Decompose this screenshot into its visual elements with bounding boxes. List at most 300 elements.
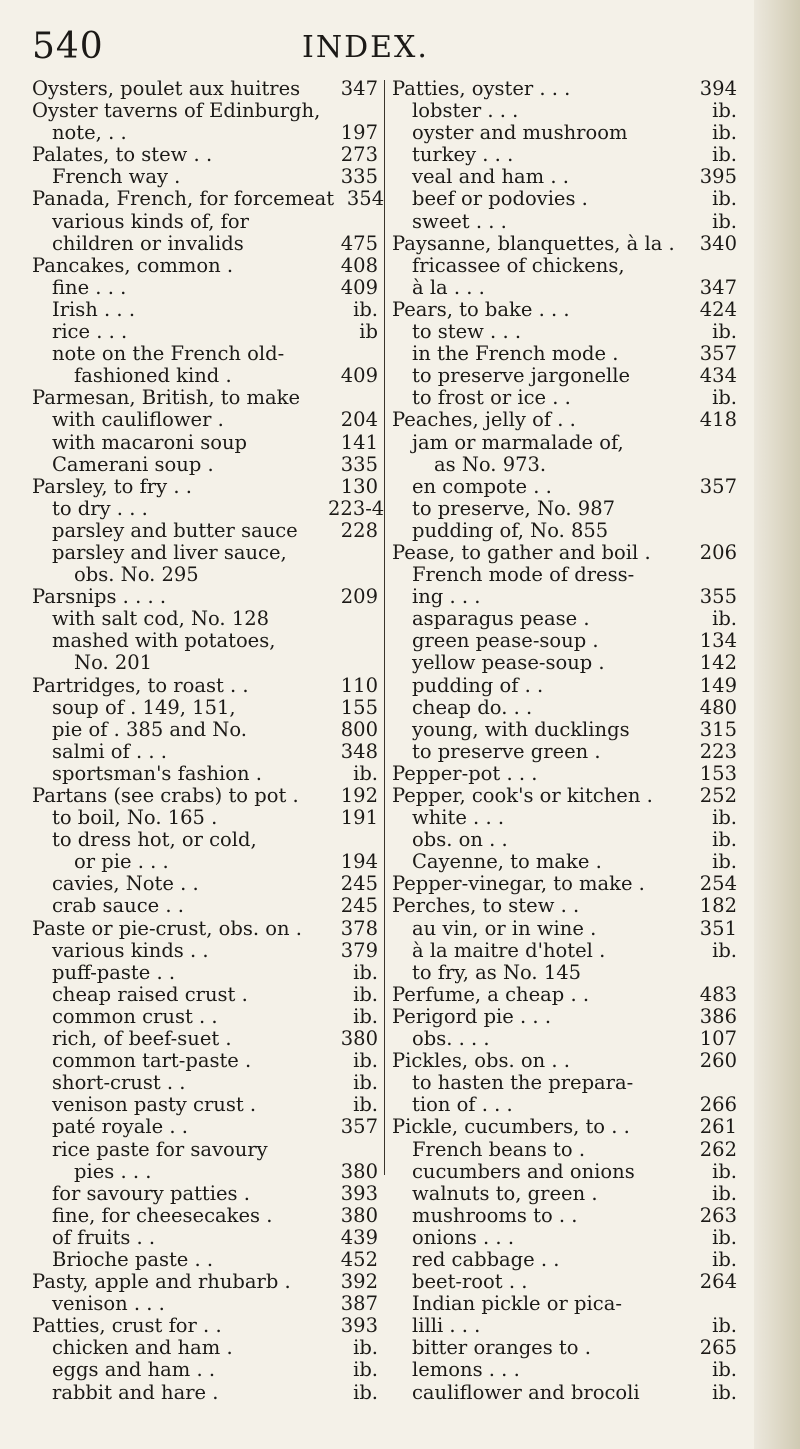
index-entry: [32, 1271, 378, 1293]
entry-page-ref: 424: [699, 297, 737, 321]
index-entry: [32, 918, 378, 940]
entry-text: young, with ducklings: [412, 717, 630, 741]
index-entry: [32, 78, 378, 100]
index-entry: [32, 496, 385, 520]
index-entry: [392, 1382, 737, 1404]
entry-text: parsley and liver sauce,: [52, 540, 287, 564]
index-entry: [392, 829, 737, 851]
index-entry: [392, 652, 737, 674]
entry-text: Parsnips . . . .: [32, 585, 167, 609]
entry-page-ref: ib.: [353, 297, 378, 321]
index-entry: [392, 409, 737, 431]
index-entry: [392, 255, 737, 277]
entry-page-ref: ib.: [353, 761, 378, 785]
index-entry: [32, 1315, 378, 1337]
index-entry: [32, 233, 378, 255]
entry-page-ref: 153: [699, 761, 737, 785]
index-entry: [392, 78, 737, 100]
entry-page-ref: 380: [340, 1203, 378, 1227]
entry-page-ref: 209: [340, 585, 378, 609]
index-entry: [32, 476, 378, 498]
entry-text: eggs and ham . .: [52, 1358, 216, 1382]
entry-text: with cauliflower .: [52, 408, 224, 432]
entry-page-ref: 206: [699, 540, 737, 564]
index-entry: [32, 343, 378, 365]
index-entry: [392, 299, 737, 321]
entry-page-ref: 204: [340, 408, 378, 432]
index-entry: [392, 1094, 737, 1116]
index-entry: [392, 1116, 737, 1138]
entry-page-ref: 197: [340, 121, 378, 145]
entry-text: beet-root . .: [412, 1270, 528, 1294]
entry-text: mushrooms to . .: [412, 1203, 578, 1227]
entry-text: pies . . .: [74, 1159, 152, 1183]
index-entry: [392, 763, 737, 785]
index-entry: [392, 984, 737, 1006]
index-entry: [32, 741, 378, 763]
entry-text: Pancakes, common .: [32, 253, 234, 277]
entry-text: Partridges, to roast . .: [32, 673, 249, 697]
entry-text: French mode of dress-: [412, 563, 635, 587]
entry-page-ref: 155: [340, 695, 378, 719]
index-entry: [32, 1382, 378, 1404]
entry-text: various kinds of, for: [52, 209, 249, 233]
index-entry: [32, 1050, 378, 1072]
entry-text: to stew . . .: [412, 320, 522, 344]
entry-page-ref: ib.: [353, 1049, 378, 1073]
entry-text: red cabbage . .: [412, 1247, 560, 1271]
entry-page-ref: 434: [699, 364, 737, 388]
entry-text: with macaroni soup: [52, 430, 248, 454]
entry-text: rice paste for savoury: [52, 1137, 268, 1161]
entry-text: Parmesan, British, to make: [32, 386, 300, 410]
entry-page-ref: ib.: [353, 1093, 378, 1117]
entry-page-ref: 480: [699, 695, 737, 719]
entry-text: Partans (see crabs) to pot .: [32, 784, 299, 807]
entry-text: to fry, as No. 145: [412, 960, 582, 984]
index-entry: [32, 652, 378, 674]
index-entry: [32, 763, 378, 785]
index-entry: [392, 785, 737, 807]
entry-text: note, . .: [52, 121, 127, 145]
entry-text: en compote . .: [412, 474, 552, 498]
entry-page-ref: ib.: [712, 1159, 737, 1183]
index-entry: [392, 542, 737, 564]
entry-text: common crust . .: [52, 1004, 218, 1028]
entry-text: rich, of beef-suet .: [52, 1027, 232, 1051]
entry-text: Pepper, cook's or kitchen .: [392, 784, 653, 807]
entry-page-ref: 194: [340, 850, 378, 874]
index-entry: [392, 520, 737, 542]
index-entry: [392, 675, 737, 697]
entry-page-ref: ib.: [712, 121, 737, 145]
entry-text: cheap raised crust .: [52, 982, 248, 1006]
entry-page-ref: 378: [340, 916, 378, 940]
index-entry: [32, 100, 378, 122]
entry-page-ref: ib.: [353, 1380, 378, 1404]
index-entry: [392, 962, 737, 984]
entry-text: veal and ham . .: [412, 165, 569, 189]
index-entry: [392, 807, 737, 829]
index-entry: [392, 940, 737, 962]
entry-text: to dry . . .: [52, 496, 148, 520]
entry-text: to frost or ice . .: [412, 386, 571, 410]
index-entry: [392, 454, 737, 476]
entry-page-ref: ib.: [712, 1247, 737, 1271]
entry-text: Paysanne, blanquettes, à la .: [392, 231, 675, 255]
entry-text: fashioned kind .: [74, 364, 232, 388]
index-entry: [392, 1359, 737, 1381]
entry-text: common tart-paste .: [52, 1049, 252, 1073]
entry-text: Pasty, apple and rhubarb .: [32, 1270, 291, 1294]
entry-page-ref: 265: [699, 1336, 737, 1360]
entry-page-ref: 380: [340, 1027, 378, 1051]
entry-text: puff-paste . .: [52, 960, 176, 984]
entry-text: turkey . . .: [412, 143, 514, 167]
index-entry: [392, 851, 737, 873]
index-entry: [392, 100, 737, 122]
entry-text: tion of . . .: [412, 1093, 513, 1117]
entry-text: obs. . . .: [412, 1027, 490, 1051]
entry-page-ref: ib.: [712, 187, 737, 211]
index-entry: [32, 387, 378, 409]
entry-page-ref: 130: [340, 474, 378, 498]
entry-page-ref: 452: [340, 1247, 378, 1271]
index-entry: [392, 1249, 737, 1271]
entry-text: Indian pickle or pica-: [412, 1292, 622, 1316]
index-entry: [392, 321, 737, 343]
entry-text: Oysters, poulet aux huitres: [32, 77, 301, 100]
entry-text: to hasten the prepara-: [412, 1071, 634, 1095]
entry-text: Pease, to gather and boil .: [392, 540, 651, 564]
entry-page-ref: ib.: [712, 938, 737, 962]
entry-text: jam or marmalade of,: [412, 430, 624, 454]
index-entry: [32, 873, 378, 895]
entry-text: cavies, Note . .: [52, 872, 199, 896]
entry-text: mashed with potatoes,: [52, 629, 276, 653]
index-entry: [32, 1139, 378, 1161]
entry-page-ref: 182: [699, 894, 737, 918]
page-edge: [754, 0, 800, 1449]
index-entry: [392, 719, 737, 741]
entry-text: obs. No. 295: [74, 563, 199, 587]
entry-page-ref: 245: [340, 872, 378, 896]
page-number: 540: [32, 26, 104, 67]
entry-page-ref: 354: [346, 187, 385, 211]
entry-page-ref: ib.: [712, 320, 737, 344]
entry-text: Perigord pie . . .: [392, 1004, 552, 1028]
index-entry: [392, 1072, 737, 1094]
index-column-left: [32, 77, 385, 1404]
entry-page-ref: 379: [340, 938, 378, 962]
index-entry: [32, 675, 378, 697]
entry-text: Brioche paste . .: [52, 1247, 214, 1271]
entry-text: rice . . .: [52, 320, 128, 344]
entry-page-ref: ib.: [712, 1314, 737, 1338]
index-entry: [32, 299, 378, 321]
entry-text: Irish . . .: [52, 297, 136, 321]
entry-page-ref: 408: [340, 253, 378, 277]
entry-text: walnuts to, green .: [412, 1181, 598, 1205]
index-entry: [392, 1183, 737, 1205]
entry-text: Palates, to stew . .: [32, 143, 213, 167]
entry-page-ref: 315: [699, 717, 737, 741]
entry-text: children or invalids: [52, 231, 244, 255]
entry-text: as No. 973.: [434, 452, 547, 476]
index-entry: [32, 984, 378, 1006]
entry-page-ref: 439: [340, 1225, 378, 1249]
entry-text: soup of . 149, 151,: [52, 695, 236, 719]
entry-text: Peaches, jelly of . .: [392, 408, 576, 432]
entry-page-ref: 394: [699, 77, 737, 100]
index-entry: [392, 1050, 737, 1072]
index-entry: [32, 608, 378, 630]
entry-text: à la maitre d'hotel .: [412, 938, 606, 962]
index-entry: [392, 1139, 737, 1161]
index-entry: [32, 166, 378, 188]
entry-text: pie of . 385 and No.: [52, 717, 247, 741]
index-entry: [32, 255, 378, 277]
entry-text: French way .: [52, 165, 181, 189]
entry-text: rabbit and hare .: [52, 1380, 219, 1404]
entry-text: sweet . . .: [412, 209, 507, 233]
entry-page-ref: 335: [340, 452, 378, 476]
index-entry: [32, 1006, 378, 1028]
entry-text: cauliflower and brocoli: [412, 1380, 640, 1404]
entry-text: to dress hot, or cold,: [52, 828, 257, 852]
entry-page-ref: 223-4: [328, 496, 385, 520]
entry-page-ref: 141: [340, 430, 378, 454]
index-entry: [392, 1337, 737, 1359]
entry-text: parsley and butter sauce: [52, 518, 298, 542]
entry-page-ref: ib.: [712, 1380, 737, 1404]
index-entry: [392, 387, 737, 409]
entry-page-ref: 357: [699, 342, 737, 366]
entry-page-ref: ib.: [353, 982, 378, 1006]
index-entry: [32, 520, 378, 542]
entry-text: Oyster taverns of Edinburgh,: [32, 99, 321, 123]
index-entry: [32, 144, 378, 166]
entry-text: obs. on . .: [412, 828, 508, 852]
entry-text: various kinds . .: [52, 938, 209, 962]
index-entry: [392, 188, 737, 210]
entry-page-ref: ib.: [353, 960, 378, 984]
entry-page-ref: 483: [699, 982, 737, 1006]
index-entry: [392, 277, 737, 299]
index-entry: [392, 586, 737, 608]
entry-text: venison pasty crust .: [52, 1093, 257, 1117]
entry-text: sportsman's fashion .: [52, 761, 262, 785]
index-entry: [392, 343, 737, 365]
index-entry: [32, 321, 378, 343]
entry-page-ref: 262: [699, 1137, 737, 1161]
index-entry: [32, 1227, 378, 1249]
entry-page-ref: 245: [340, 894, 378, 918]
entry-text: Cayenne, to make .: [412, 850, 602, 874]
entry-page-ref: 266: [699, 1093, 737, 1117]
index-entry: [32, 211, 378, 233]
entry-page-ref: ib.: [712, 209, 737, 233]
entry-page-ref: 393: [340, 1181, 378, 1205]
index-entry: [392, 144, 737, 166]
index-entry: [392, 1205, 737, 1227]
index-entry: [392, 1006, 737, 1028]
index-entry: [392, 630, 737, 652]
entry-page-ref: 261: [699, 1115, 737, 1139]
index-entry: [392, 918, 737, 940]
entry-text: pudding of . .: [412, 673, 544, 697]
index-entry: [32, 1161, 378, 1183]
entry-page-ref: ib.: [712, 143, 737, 167]
entry-page-ref: ib.: [353, 1004, 378, 1028]
entry-page-ref: 409: [340, 275, 378, 299]
index-entry: [392, 697, 737, 719]
index-entry: [392, 233, 737, 255]
entry-page-ref: ib.: [353, 1336, 378, 1360]
entry-text: à la . . .: [412, 275, 485, 299]
entry-text: fricassee of chickens,: [412, 253, 625, 277]
entry-text: chicken and ham .: [52, 1336, 233, 1360]
entry-text: or pie . . .: [74, 850, 169, 874]
entry-page-ref: 392: [340, 1270, 378, 1294]
index-entry: [32, 630, 378, 652]
index-entry: [392, 1028, 737, 1050]
entry-page-ref: 149: [699, 673, 737, 697]
entry-page-ref: 386: [699, 1004, 737, 1028]
index-entry: [392, 608, 737, 630]
index-entry: [392, 1161, 737, 1183]
index-entry: [392, 873, 737, 895]
index-entry: [392, 122, 737, 144]
entry-page-ref: 263: [699, 1203, 737, 1227]
index-entry: [32, 1028, 378, 1050]
entry-page-ref: 347: [340, 77, 378, 100]
index-entry: [32, 807, 378, 829]
entry-page-ref: 191: [340, 806, 378, 830]
entry-text: for savoury patties .: [52, 1181, 250, 1205]
index-entry: [32, 122, 378, 144]
entry-page-ref: ib: [359, 320, 378, 344]
entry-text: oyster and mushroom: [412, 121, 628, 145]
entry-text: venison . . .: [52, 1292, 165, 1316]
index-entry: [32, 940, 378, 962]
index-entry: [392, 476, 737, 498]
entry-page-ref: ib.: [712, 806, 737, 830]
entry-text: asparagus pease .: [412, 607, 590, 631]
entry-text: Pepper-vinegar, to make .: [392, 872, 645, 896]
entry-page-ref: 347: [699, 275, 737, 299]
entry-page-ref: 475: [340, 231, 378, 255]
entry-text: beef or podovies .: [412, 187, 588, 211]
page-header: [32, 26, 722, 72]
entry-text: Pickle, cucumbers, to . .: [392, 1115, 630, 1139]
index-entry: [392, 211, 737, 233]
column-divider: [384, 80, 385, 1175]
entry-page-ref: 260: [699, 1049, 737, 1073]
entry-text: paté royale . .: [52, 1115, 188, 1139]
index-entry: [32, 829, 378, 851]
index-entry: [32, 1249, 378, 1271]
entry-page-ref: 228: [340, 518, 378, 542]
entry-page-ref: ib.: [712, 99, 737, 123]
entry-text: fine, for cheesecakes .: [52, 1203, 273, 1227]
index-entry: [32, 719, 378, 741]
index-entry: [32, 1293, 378, 1315]
entry-page-ref: ib.: [712, 1358, 737, 1382]
index-entry: [392, 498, 737, 520]
entry-page-ref: ib.: [712, 1181, 737, 1205]
entry-text: onions . . .: [412, 1225, 515, 1249]
entry-page-ref: 335: [340, 165, 378, 189]
entry-text: note on the French old-: [52, 342, 285, 366]
index-entry: [32, 409, 378, 431]
index-entry: [32, 1072, 378, 1094]
entry-page-ref: ib.: [712, 828, 737, 852]
entry-page-ref: 387: [340, 1292, 378, 1316]
index-entry: [32, 1116, 378, 1138]
entry-page-ref: 357: [340, 1115, 378, 1139]
index-entry: [32, 895, 378, 917]
entry-page-ref: 351: [699, 916, 737, 940]
index-entry: [32, 1337, 378, 1359]
entry-text: in the French mode .: [412, 342, 619, 366]
entry-page-ref: ib.: [712, 1225, 737, 1249]
entry-text: salmi of . . .: [52, 739, 167, 763]
entry-page-ref: 800: [340, 717, 378, 741]
entry-page-ref: 355: [699, 585, 737, 609]
entry-page-ref: 395: [699, 165, 737, 189]
entry-text: French beans to .: [412, 1137, 586, 1161]
entry-text: short-crust . .: [52, 1071, 186, 1095]
running-title: INDEX.: [302, 30, 429, 65]
entry-text: lobster . . .: [412, 99, 519, 123]
entry-text: au vin, or in wine .: [412, 916, 597, 940]
entry-page-ref: 110: [340, 673, 378, 697]
entry-page-ref: 340: [699, 231, 737, 255]
entry-text: ing . . .: [412, 585, 481, 609]
entry-text: Pepper-pot . . .: [392, 761, 538, 785]
entry-page-ref: ib.: [353, 1358, 378, 1382]
entry-page-ref: 264: [699, 1270, 737, 1294]
entry-page-ref: 409: [340, 364, 378, 388]
index-entry: [392, 166, 737, 188]
entry-page-ref: 273: [340, 143, 378, 167]
entry-text: Patties, crust for . .: [32, 1314, 222, 1338]
entry-text: pudding of, No. 855: [412, 518, 609, 542]
entry-page-ref: 357: [699, 474, 737, 498]
entry-page-ref: 192: [340, 784, 378, 807]
index-entry: [32, 564, 378, 586]
index-entry: [32, 697, 378, 719]
index-entry: [392, 432, 737, 454]
entry-text: fine . . .: [52, 275, 127, 299]
index-entry: [392, 1315, 737, 1337]
entry-page-ref: 134: [699, 629, 737, 653]
index-entry: [32, 542, 378, 564]
entry-text: Perfume, a cheap . .: [392, 982, 590, 1006]
index-entry: [32, 586, 378, 608]
entry-text: crab sauce . .: [52, 894, 184, 918]
entry-page-ref: ib.: [712, 607, 737, 631]
index-entry: [392, 1271, 737, 1293]
index-entry: [32, 1094, 378, 1116]
entry-text: Camerani soup .: [52, 452, 214, 476]
entry-text: green pease-soup .: [412, 629, 599, 653]
entry-text: with salt cod, No. 128: [52, 607, 270, 631]
entry-page-ref: 252: [699, 784, 737, 807]
entry-page-ref: 142: [699, 651, 737, 675]
index-entry: [392, 1227, 737, 1249]
